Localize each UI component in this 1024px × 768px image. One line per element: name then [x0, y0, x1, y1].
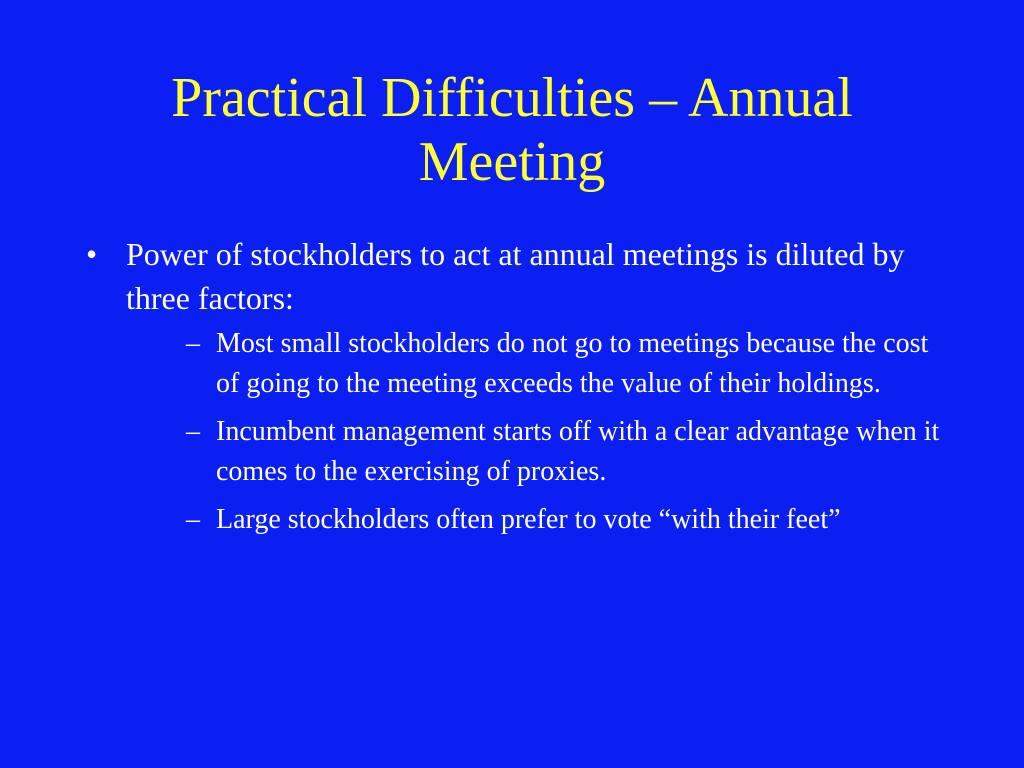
slide-title: Practical Difficulties – Annual Meeting — [171, 67, 853, 193]
bullet-marker: • — [86, 236, 98, 272]
sub-bullet-item — [126, 500, 942, 540]
bullet-text: Power of stockholders to act at annual meetings is diluted by three factors: — [126, 236, 905, 316]
sub-bullet-item — [126, 324, 942, 404]
sub-bullet-marker: – — [186, 416, 200, 447]
sub-bullet-text: Incumbent management starts off with a clear advantage when it comes to the exercising of proxies. — [216, 416, 940, 487]
sub-bullet-item — [126, 412, 942, 492]
sub-bullet-text: Most small stockholders do not go to meetings because the cost of going to the meeting exceeds the value of their holdings. — [216, 328, 929, 399]
bullet-item — [82, 232, 942, 540]
sub-bullet-list — [126, 324, 942, 540]
sub-bullet-text: Large stockholders often prefer to vote “with their feet” — [216, 504, 841, 535]
bullet-list — [82, 232, 942, 548]
sub-bullet-marker: – — [186, 328, 200, 359]
sub-bullet-marker: – — [186, 504, 200, 535]
